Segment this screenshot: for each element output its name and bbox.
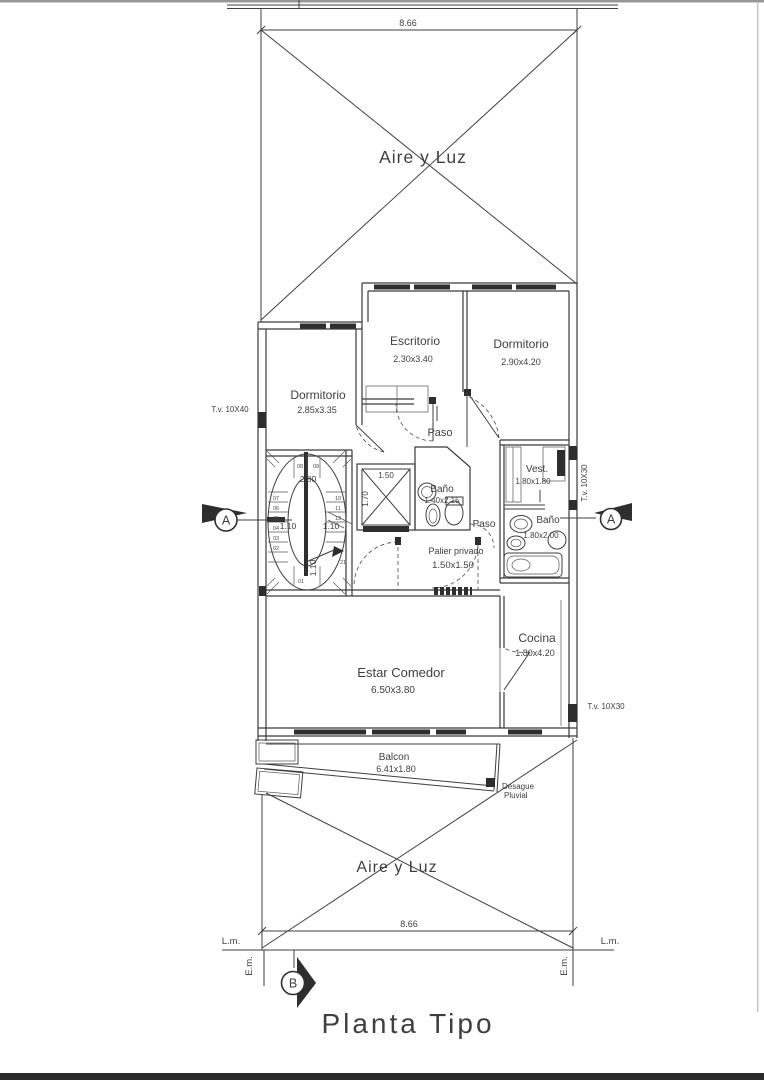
cocina <box>500 596 561 728</box>
tv-right-lower-label: T.v. 10X30 <box>587 702 625 711</box>
upper-light-well <box>227 0 618 322</box>
em-right-label: E.m. <box>559 956 570 976</box>
bano-principal-dim: 1.80x2.00 <box>523 531 559 540</box>
vest-wardrobe-left <box>506 447 521 502</box>
stair-dim-top: 2.80 <box>299 474 317 484</box>
vestidor-label: Vest. <box>525 464 549 475</box>
palier <box>266 537 500 596</box>
section-a-left-label: A <box>221 513 231 528</box>
estar-dim: 6.50x3.80 <box>371 685 415 696</box>
elevator-dim-width: 1.50 <box>378 471 394 480</box>
escritorio-label: Escritorio <box>389 334 441 348</box>
drain <box>486 778 495 787</box>
tv-left-label: T.v. 10X40 <box>211 405 249 414</box>
door-leaf-dormitorio-izq <box>356 425 384 452</box>
lm-right-label: L.m. <box>600 936 620 947</box>
step-12: 12 <box>334 516 342 522</box>
step-02: 02 <box>272 546 280 552</box>
dim-bottom: 8.66 <box>400 919 418 929</box>
cocina-label: Cocina <box>518 631 556 645</box>
staircase <box>266 450 352 596</box>
palier-label: Palier privado <box>428 546 484 556</box>
bathroom-central <box>415 447 494 548</box>
dim-top: 8.66 <box>399 18 417 28</box>
vestidor-dim: 1.80x1.80 <box>515 477 551 486</box>
step-07: 07 <box>272 496 280 502</box>
stair-dim-right: 1.10 <box>322 521 340 531</box>
dormitorio-der-label: Dormitorio <box>493 337 549 351</box>
paso-1-label: Paso <box>427 427 453 439</box>
airwell-top-label: Aire y Luz <box>379 147 467 167</box>
desague-label-2: Pluvial <box>504 791 528 800</box>
palier-dim: 1.50x1.50 <box>432 560 474 571</box>
step-01: 01 <box>297 579 305 585</box>
step-04: 04 <box>272 526 280 532</box>
stair-dim-left: 1.10 <box>279 521 297 531</box>
step-21: 21 <box>339 560 347 566</box>
estar-label: Estar Comedor <box>357 665 445 680</box>
lower-light-well <box>222 738 619 986</box>
desague-label-1: Desague <box>502 782 535 791</box>
balcon-dim: 6.41x1.80 <box>376 764 416 774</box>
estar-comedor <box>357 665 445 696</box>
section-a-right-label: A <box>606 512 616 527</box>
page-title: Planta Tipo <box>321 1008 495 1039</box>
door-leaf-dormitorio-der <box>470 396 499 438</box>
bidet-main <box>507 536 525 550</box>
airwell-bottom-label: Aire y Luz <box>356 859 438 876</box>
step-05: 05 <box>272 516 280 522</box>
dormitorio-izq-dim: 2.85x3.35 <box>297 405 337 415</box>
elevator-dim-depth: 1.70 <box>361 491 370 507</box>
step-11: 11 <box>335 506 341 512</box>
escritorio-dim: 2.30x3.40 <box>393 354 433 364</box>
dormitorio-der-dim: 2.90x4.20 <box>501 357 541 367</box>
step-09: 09 <box>312 464 320 470</box>
step-06: 06 <box>272 506 280 512</box>
dormitorio-izq-label: Dormitorio <box>290 388 346 402</box>
toilet-main <box>510 516 532 533</box>
lm-left-label: L.m. <box>221 936 241 947</box>
tv-right-upper-label: T.v. 10X30 <box>580 464 589 502</box>
paso-2-label: Paso <box>472 519 496 530</box>
step-08: 08 <box>296 464 304 470</box>
bano-principal-label: Baño <box>536 515 560 526</box>
balcony <box>255 740 535 800</box>
bano-privado-label: Baño <box>430 484 454 495</box>
vest-bath-block <box>500 440 569 583</box>
bathtub <box>504 553 562 577</box>
em-left-label: E.m. <box>244 956 255 976</box>
step-03: 03 <box>272 536 280 542</box>
balcon-label: Balcon <box>378 752 410 763</box>
section-b-label: B <box>288 976 298 991</box>
cocina-dim: 1.80x4.20 <box>515 648 555 658</box>
bano-privado-dim: 1.40x2.15 <box>424 496 460 505</box>
room-labels <box>290 334 549 530</box>
stair-dim-bottom: 1.10 <box>308 559 318 577</box>
step-10: 10 <box>334 496 342 502</box>
elevator <box>357 464 415 532</box>
